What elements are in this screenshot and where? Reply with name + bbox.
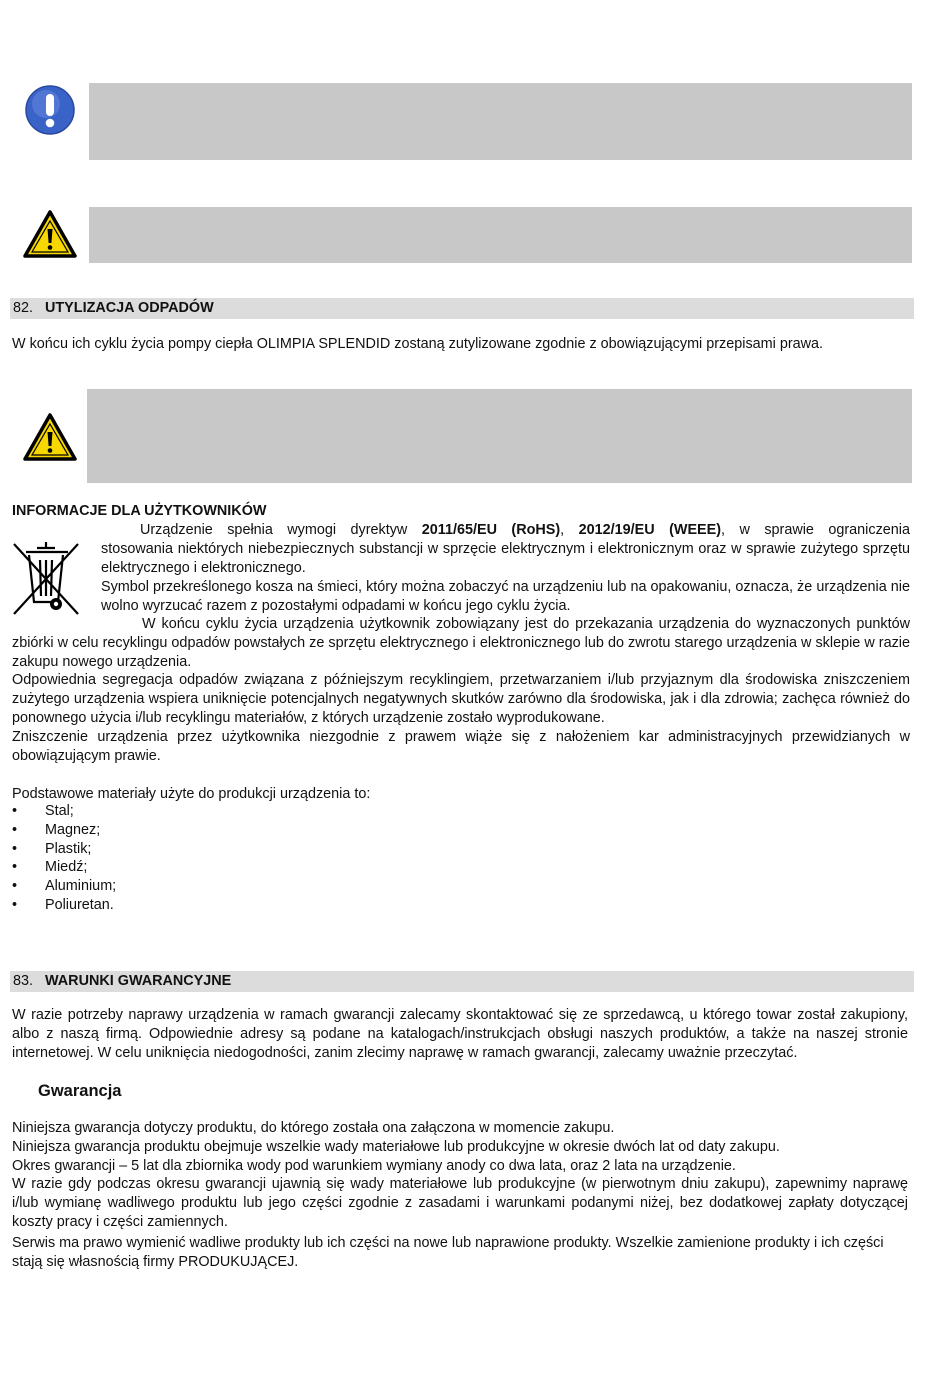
bullet: • (12, 897, 18, 913)
warning-icon (22, 209, 78, 259)
material: Aluminium; (45, 878, 117, 894)
info-heading: INFORMACJE DLA UŻYTKOWNIKÓW (12, 503, 267, 519)
directive-weee: 2012/19/EU (WEEE) (578, 522, 722, 538)
warning-icon (22, 412, 78, 462)
info-line-6: Zniszczenie urządzenia przez użytkownika niezgodnie z prawem wiąże się z nałożeniem kar administracyjnych przewidzianych w obowiązującym prawie. (12, 729, 910, 764)
material: Poliuretan. (45, 897, 114, 913)
info-text: , (560, 522, 579, 538)
info-line-3: Symbol przekreślonego kosza na śmieci, który można zobaczyć na urządzeniu lub na opakowaniu, oznacza, że urządzenia nie wolno wyrzucać razem z pozostałymi odpadami w końcu jego cyklu życia. (101, 579, 910, 614)
section-number: 82. (13, 300, 34, 316)
section-82-header (10, 298, 914, 319)
section-83-header (10, 971, 914, 992)
section-83-intro: W razie potrzeby naprawy urządzenia w ramach gwarancji zalecamy skontaktować się ze sprzedawcą, u którego towar został zakupiony, albo z naszą firmą. Odpowiednie adresy są podane na katalogach/instrukcjach obsługi naszych produktów, a także na naszej stronie internetowej. W celu uniknięcia niedogodności, zanim zlecimy naprawę w ramach gwarancji, zalecamy uważnie przeczytać. (12, 1007, 908, 1061)
material: Miedź; (45, 859, 88, 875)
section-82-intro: W końcu ich cyklu życia pompy ciepła OLIMPIA SPLENDID zostaną zutylizowane zgodnie z obowiązującymi przepisami prawa. (12, 336, 824, 352)
bullet: • (12, 878, 18, 894)
info-line-1 (140, 521, 910, 540)
guarantee-heading: Gwarancja (38, 1082, 122, 1100)
warning-box (89, 207, 912, 263)
material: Plastik; (45, 841, 92, 857)
info-line-4: W końcu cyklu życia urządzenia użytkownik zobowiązany jest do przekazania urządzenia do wyznaczonych punktów zbiórki w celu recyklingu odpadów powstałych ze sprzętu elektrycznego i elektronicznego lub do zwrotu starego urządzenia w sklepie w razie zakupu nowego urządzenia. (12, 616, 910, 670)
guarantee-line-3: Okres gwarancji – 5 lat dla zbiornika wody pod warunkiem wymiany anody co dwa lata, oraz 2 lata na urządzenie. (12, 1158, 736, 1174)
crossed-bin-icon (10, 538, 82, 620)
guarantee-line-2: Niniejsza gwarancja produktu obejmuje wszelkie wady materiałowe lub produkcyjne w okresie dwóch lat od daty zakupu. (12, 1139, 780, 1155)
bullet: • (12, 859, 18, 875)
guarantee-line-5: Serwis ma prawo wymienić wadliwe produkty lub ich części na nowe lub naprawione produkty. Wszelkie zamienione produkty i ich części stają się własnością firmy PRODUKUJĄCEJ. (12, 1235, 884, 1270)
section-title: WARUNKI GWARANCYJNE (45, 973, 232, 989)
material: Stal; (45, 803, 74, 819)
bullet: • (12, 822, 18, 838)
guarantee-line-4: W razie gdy podczas okresu gwarancji ujawnią się wady materiałowe lub produkcyjne (w pierwotnym dniu zakupu), zapewnimy naprawę i/lub wymianę wadliwego produktu lub jego części zgodnie z zasadami i warunkami podanymi niżej, bez dodatkowej zapłaty dotyczącej koszty pracy i części zamiennych. (12, 1176, 908, 1230)
info-line-5: Odpowiednia segregacja odpadów związana z późniejszym recyklingiem, przetwarzaniem i/lub przyjaznym dla środowiska zniszczeniem zużytego urządzenia wspiera uniknięcie potencjalnych negatywnych skutków zarówno dla środowiska, jak i dla zdrowia; zachęca również do ponownego użycia i/lub recyklingu materiałów, z których urządzenie zostało wyprodukowane. (12, 672, 910, 726)
section-number: 83. (13, 973, 34, 989)
notice-icon (24, 84, 76, 136)
section-title: UTYLIZACJA ODPADÓW (45, 300, 214, 316)
warning-box (87, 389, 912, 483)
info-line-2: stosowania niektórych niebezpiecznych substancji w sprzęcie elektrycznym i elektronicznym oraz w sprawie zużytego sprzętu elektrycznego i elektronicznego. (101, 541, 910, 576)
directive-rohs: 2011/65/EU (RoHS) (421, 522, 561, 538)
bullet: • (12, 803, 18, 819)
guarantee-line-1: Niniejsza gwarancja dotyczy produktu, do którego została ona załączona w momencie zakupu. (12, 1120, 615, 1136)
materials-intro: Podstawowe materiały użyte do produkcji urządzenia to: (12, 786, 371, 802)
material: Magnez; (45, 822, 101, 838)
bullet: • (12, 841, 18, 857)
notice-box (89, 83, 912, 160)
info-text: , w sprawie ograniczenia (721, 522, 910, 538)
info-text: Urządzenie spełnia wymogi dyrektyw (140, 522, 422, 538)
